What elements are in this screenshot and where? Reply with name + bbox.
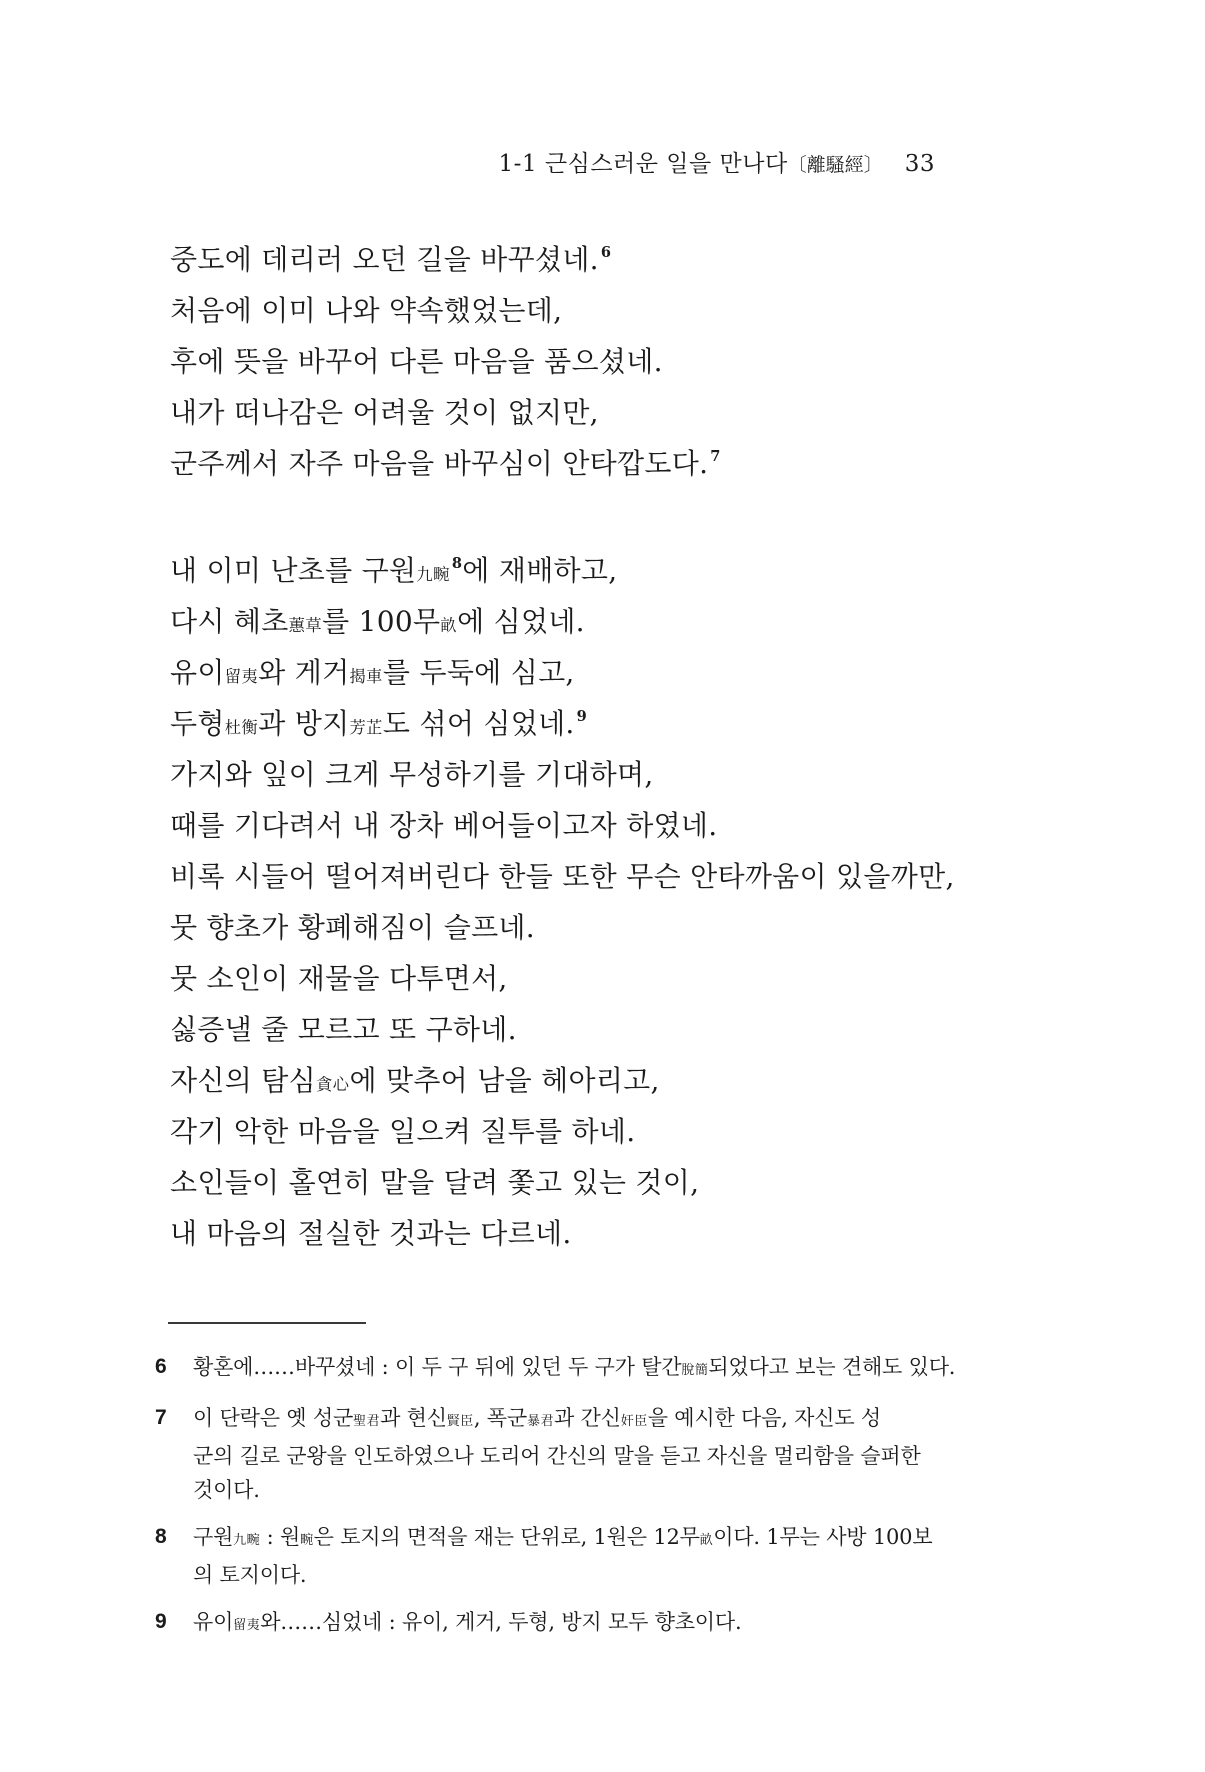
poem-line (170, 1208, 955, 1259)
text-run: 과 방지 (258, 707, 350, 740)
hanja-inline: 貪心 (315, 1075, 350, 1094)
hanja-inline: 揭車 (349, 667, 383, 686)
footnote-text (193, 1401, 1020, 1507)
footnote-item (155, 1401, 1020, 1507)
hanja-inline: 九畹 (416, 565, 450, 584)
page-header (499, 150, 935, 179)
text-run: 유이 (193, 1610, 234, 1634)
text-run: 때를 기다려서 내 장차 베어들이고자 하였네. (170, 809, 718, 842)
text-run: 이 단락은 옛 성군 (193, 1406, 354, 1430)
hanja-inline: 暴君 (526, 1414, 554, 1429)
text-run: 군주께서 자주 마음을 바꾸심이 안타깝도다. (170, 447, 709, 480)
poem-line (170, 647, 955, 698)
text-run: 구원 (193, 1525, 234, 1549)
chapter-title (499, 151, 883, 177)
text-run: 내 마음의 절실한 것과는 다르네. (170, 1217, 572, 1250)
hanja-inline: 聖君 (353, 1414, 381, 1429)
hanja-inline: 留夷 (233, 1618, 261, 1633)
text-run: 가지와 잎이 크게 무성하기를 기대하며, (170, 758, 654, 791)
footnotes-section (155, 1350, 1020, 1656)
text-run: 싫증낼 줄 모르고 또 구하네. (170, 1013, 517, 1046)
text-run: 이다. 1무는 사방 100보 (713, 1525, 933, 1549)
poem-line (170, 336, 955, 387)
poem-stanza (170, 545, 955, 1259)
poem-line (170, 1004, 955, 1055)
footnote-text (193, 1520, 1020, 1592)
poem-line (170, 1055, 955, 1106)
hanja-inline: 留夷 (224, 667, 259, 686)
footnote-text (193, 1605, 1020, 1643)
text-run: 에 맞추어 남을 헤아리고, (349, 1064, 660, 1097)
text-run: 두형 (170, 707, 225, 740)
footnote-ref: 8 (451, 554, 463, 572)
poem-line (170, 902, 955, 953)
footnote-number: 7 (155, 1406, 167, 1429)
text-run: 와 게거 (258, 656, 350, 689)
poem-line (170, 851, 955, 902)
text-run: 내가 떠나감은 어려울 것이 없지만, (170, 396, 599, 429)
text-run: 비록 시들어 떨어져버린다 한들 또한 무슨 안타까움이 있을까만, (170, 860, 955, 893)
text-run: 은 토지의 면적을 재는 단위로, 1원은 12무 (313, 1525, 700, 1549)
poem-line (170, 596, 955, 647)
poem-line (170, 953, 955, 1004)
text-run: 뭇 소인이 재물을 다투면서, (170, 962, 508, 995)
text-run: 의 토지이다. (193, 1563, 307, 1587)
hanja-inline: 畹 (300, 1533, 314, 1548)
chapter-title-text: 1-1 근심스러운 일을 만나다 (498, 151, 788, 177)
footnote-item (155, 1350, 1020, 1388)
poem-line (170, 1157, 955, 1208)
hanja-inline: 芳芷 (349, 718, 383, 737)
text-run: 중도에 데리러 오던 길을 바꾸셨네. (170, 243, 599, 276)
poem-line (170, 800, 955, 851)
text-run: 황혼에……바꾸셨네 : 이 두 구 뒤에 있던 두 구가 탈간 (193, 1355, 682, 1379)
text-run: 에 심었네. (457, 605, 585, 638)
text-run: 군의 길로 군왕을 인도하였으나 도리어 간신의 말을 듣고 자신을 멀리함을 슬퍼한 (193, 1444, 921, 1468)
text-run: 을 예시한 다음, 자신도 성 (647, 1406, 881, 1430)
hanja-inline: 畝 (699, 1533, 714, 1548)
footnote-ref: 7 (710, 447, 721, 465)
footnote-number: 8 (155, 1525, 167, 1548)
text-run: 를 두둑에 심고, (382, 656, 575, 689)
text-run: 자신의 탐심 (170, 1064, 316, 1097)
hanja-inline: 奸臣 (620, 1414, 648, 1429)
text-run: 를 100무 (322, 605, 441, 638)
text-run: 다시 혜초 (170, 605, 289, 638)
text-run: 도 섞어 심었네. (382, 707, 575, 740)
footnote-number: 9 (155, 1610, 167, 1633)
chapter-title-hanja: 〔離騷經〕 (787, 154, 883, 176)
footnote-separator (168, 1322, 366, 1324)
text-run: 후에 뜻을 바꾸어 다른 마음을 품으셨네. (170, 345, 663, 378)
text-run: 각기 악한 마음을 일으켜 질투를 하네. (170, 1115, 636, 1148)
poem-line (170, 285, 955, 336)
footnote-item (155, 1605, 1020, 1643)
footnote-item (155, 1520, 1020, 1592)
footnote-ref: 6 (600, 243, 612, 261)
text-run: 에 재배하고, (462, 554, 618, 587)
text-run: 소인들이 홀연히 말을 달려 쫓고 있는 것이, (170, 1166, 700, 1199)
text-run: 것이다. (193, 1478, 260, 1502)
text-run: , 폭군 (473, 1406, 527, 1430)
poem-line (170, 749, 955, 800)
page-number: 33 (904, 151, 935, 177)
text-run: : 원 (260, 1525, 301, 1549)
hanja-inline: 九畹 (233, 1533, 261, 1548)
hanja-inline: 脫簡 (681, 1363, 709, 1378)
hanja-inline: 賢臣 (446, 1414, 474, 1429)
poem-stanza (170, 234, 955, 489)
poem-line (170, 387, 955, 438)
text-run: 유이 (170, 656, 225, 689)
text-run: 와……심었네 : 유이, 게거, 두형, 방지 모두 향초이다. (260, 1610, 742, 1634)
text-run: 되었다고 보는 견해도 있다. (708, 1355, 956, 1379)
poem-line (170, 1106, 955, 1157)
poem-body (170, 234, 955, 1259)
poem-line (170, 698, 955, 749)
hanja-inline: 杜衡 (224, 718, 259, 737)
text-run: 내 이미 난초를 구원 (170, 554, 417, 587)
hanja-inline: 蕙草 (288, 616, 323, 635)
text-run: 과 현신 (380, 1406, 447, 1430)
poem-line (170, 545, 955, 596)
hanja-inline: 畝 (440, 616, 458, 635)
poem-line (170, 234, 955, 285)
poem-line (170, 438, 955, 489)
footnote-text (193, 1350, 1020, 1388)
footnote-ref: 9 (576, 707, 588, 725)
footnote-number: 6 (155, 1355, 167, 1378)
text-run: 뭇 향초가 황폐해짐이 슬프네. (170, 911, 535, 944)
text-run: 과 간신 (553, 1406, 621, 1430)
text-run: 처음에 이미 나와 약속했었는데, (170, 294, 563, 327)
